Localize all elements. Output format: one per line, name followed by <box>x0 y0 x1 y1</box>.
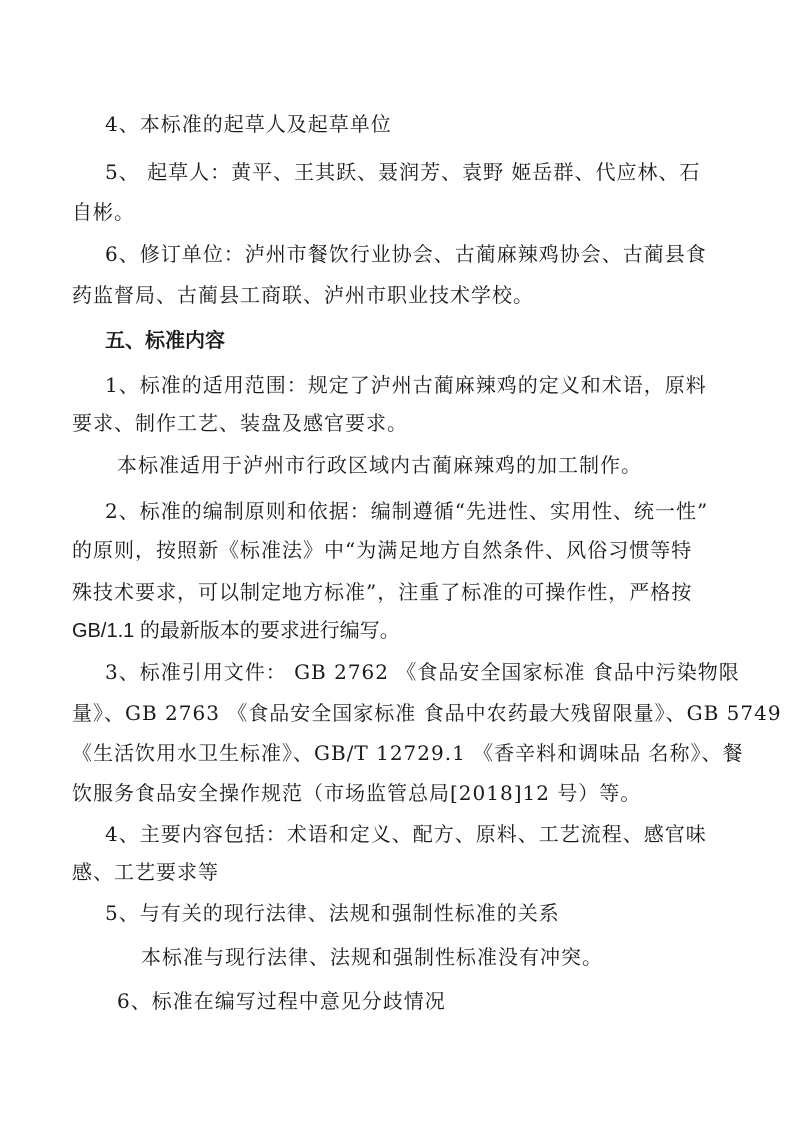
revision-units-line-2: 药监督局、古蔺县工商联、泸州市职业技术学校。 <box>72 283 534 307</box>
principles-line-4: GB/1.1 的最新版本的要求进行编写。 <box>72 620 400 642</box>
main-content-line-2: 感、工艺要求等 <box>72 860 219 884</box>
relations-heading: 5、与有关的现行法律、法规和强制性标准的关系 <box>105 901 560 925</box>
drafters-line-2: 自彬。 <box>72 200 135 224</box>
scope-line-2: 要求、制作工艺、装盘及感官要求。 <box>72 411 408 435</box>
main-content-line-1: 4、主要内容包括：术语和定义、配方、原料、工艺流程、感官味 <box>105 822 707 846</box>
revision-units-line-1: 6、修订单位：泸州市餐饮行业协会、古蔺麻辣鸡协会、古蔺县食 <box>105 242 707 266</box>
principles-line-2: 的原则，按照新《标准法》中“为满足地方自然条件、风俗习惯等特 <box>72 538 693 562</box>
disagreements-heading: 6、标准在编写过程中意见分歧情况 <box>117 989 446 1013</box>
references-line-2: 量》、GB 2763 《食品安全国家标准 食品中农药最大残留限量》、GB 5749 <box>72 701 782 725</box>
scope-line-1: 1、标准的适用范围：规定了泸州古蔺麻辣鸡的定义和术语，原料 <box>105 373 707 397</box>
references-line-4: 饮服务食品安全操作规范（市场监管总局[2018]12 号）等。 <box>72 781 642 805</box>
section-item-drafters-heading: 4、本标准的起草人及起草单位 <box>105 112 392 136</box>
principles-line-3: 殊技术要求，可以制定地方标准”，注重了标准的可操作性，严格按 <box>72 580 693 604</box>
references-line-1: 3、标准引用文件： GB 2762 《食品安全国家标准 食品中污染物限 <box>105 660 740 684</box>
principles-line-1: 2、标准的编制原则和依据：编制遵循“先进性、实用性、统一性” <box>105 499 709 523</box>
section-heading-standard-content: 五、标准内容 <box>105 328 225 352</box>
drafters-line-1: 5、 起草人：黄平、王其跃、聂润芳、袁野 姬岳群、代应林、石 <box>105 160 701 184</box>
scope-applicability: 本标准适用于泸州市行政区域内古蔺麻辣鸡的加工制作。 <box>117 453 642 477</box>
relations-statement: 本标准与现行法律、法规和强制性标准没有冲突。 <box>141 945 603 969</box>
references-line-3: 《生活饮用水卫生标准》、GB/T 12729.1 《香辛料和调味品 名称》、餐 <box>72 741 744 765</box>
